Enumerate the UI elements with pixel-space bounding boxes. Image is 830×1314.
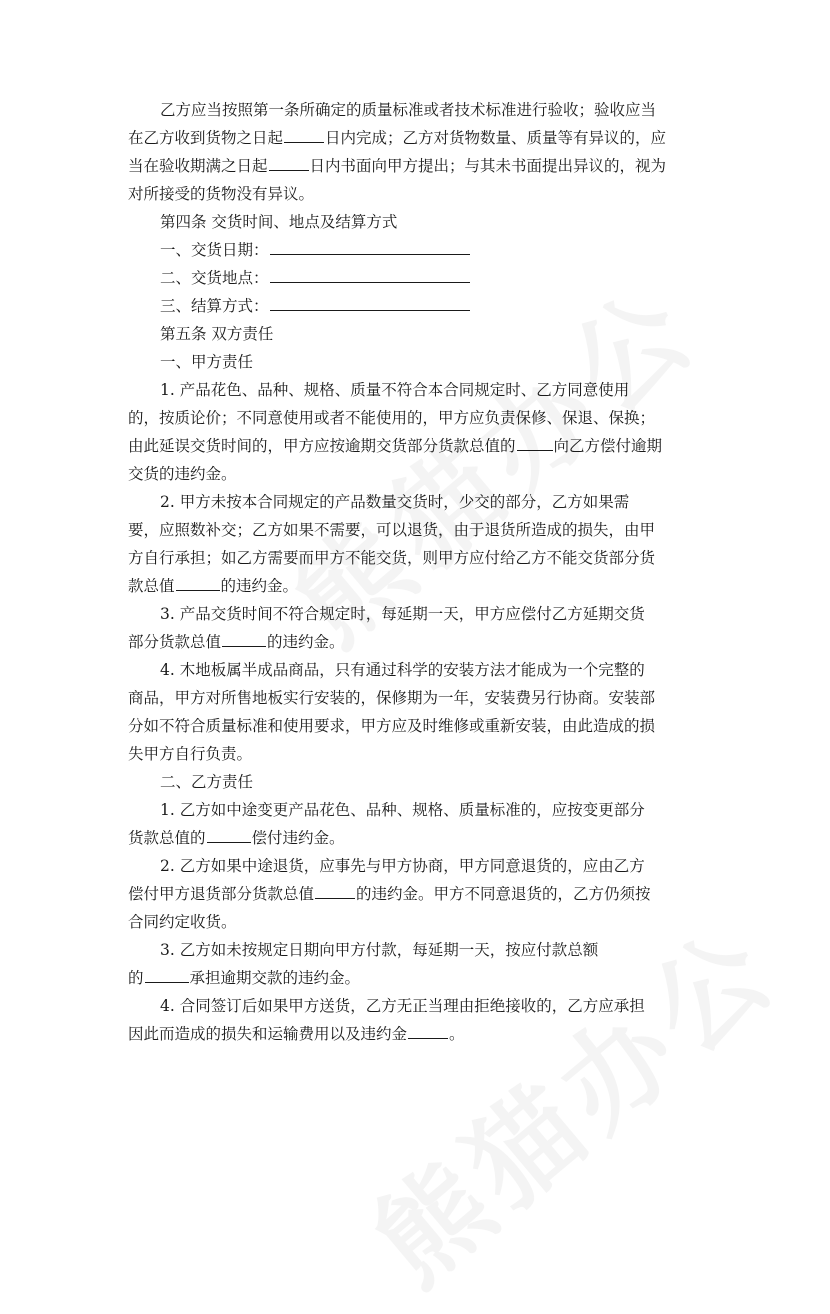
text-line: 货款总值的 偿付违约金。 (128, 824, 703, 852)
blank-field (222, 629, 266, 647)
blank-field (284, 125, 324, 143)
text-line: 商品，甲方对所售地板实行安装的，保修期为一年，安装费另行协商。安装部 (128, 689, 656, 707)
subsection-heading: 一、甲方责任 (160, 353, 254, 371)
blank-field (269, 153, 309, 171)
blank-field (176, 573, 220, 591)
delivery-place-row: 二、交货地点： (128, 264, 703, 292)
text-line: 的，按质论价；不同意使用或者不能使用的，甲方应负责保修、保退、保换； (128, 409, 656, 427)
text-line: 在乙方收到货物之日起 日内完成；乙方对货物数量、质量等有异议的，应 (128, 124, 703, 152)
blank-field (408, 1021, 448, 1039)
text-line: 3. 产品交货时间不符合规定时，每延期一天，甲方应偿付乙方延期交货 (160, 605, 645, 623)
text-line: 1. 产品花色、品种、规格、质量不符合本合同规定时、乙方同意使用 (160, 381, 630, 399)
text-line: 2. 乙方如果中途退货，应事先与甲方协商，甲方同意退货的，应由乙方 (160, 857, 645, 875)
text-line: 方自行承担；如乙方需要而甲方不能交货，则甲方应付给乙方不能交货部分货 (128, 549, 656, 567)
text-line: 因此而造成的损失和运输费用以及违约金 。 (128, 1020, 703, 1048)
text-line: 偿付甲方退货部分货款总值 的违约金。甲方不同意退货的，乙方仍须按 (128, 880, 703, 908)
text-line: 当在验收期满之日起 日内书面向甲方提出；与其未书面提出异议的，视为 (128, 152, 703, 180)
blank-field (145, 965, 189, 983)
text-line: 部分货款总值 的违约金。 (128, 628, 703, 656)
payment-method-field (270, 293, 470, 311)
delivery-place-field (270, 265, 470, 283)
payment-method-row: 三、结算方式： (128, 292, 703, 320)
text-line: 1. 乙方如中途变更产品花色、品种、规格、质量标准的，应按变更部分 (160, 801, 645, 819)
text-line: 交货的违约金。 (128, 465, 237, 483)
text-line: 的 承担逾期交款的违约金。 (128, 964, 703, 992)
text-line: 款总值 的违约金。 (128, 572, 703, 600)
text-line: 4. 合同签订后如果甲方送货，乙方无正当理由拒绝接收的，乙方应承担 (160, 997, 645, 1015)
section-heading: 第四条 交货时间、地点及结算方式 (160, 213, 398, 231)
delivery-date-field (270, 237, 470, 255)
text-line: 3. 乙方如未按规定日期向甲方付款，每延期一天，按应付款总额 (160, 941, 599, 959)
blank-field (517, 433, 553, 451)
delivery-date-row: 一、交货日期： (128, 236, 703, 264)
text-line: 失甲方自行负责。 (128, 745, 253, 763)
blank-field (207, 825, 251, 843)
section-heading: 第五条 双方责任 (160, 325, 274, 343)
text-line: 乙方应当按照第一条所确定的质量标准或者技术标准进行验收；验收应当 (160, 101, 657, 119)
subsection-heading: 二、乙方责任 (160, 773, 254, 791)
contract-body (128, 96, 703, 1048)
text-line: 分如不符合质量标准和使用要求，甲方应及时维修或重新安装，由此造成的损 (128, 717, 656, 735)
text-line: 合同约定收货。 (128, 913, 237, 931)
text-line: 2. 甲方未按本合同规定的产品数量交货时，少交的部分，乙方如果需 (160, 493, 630, 511)
text-line: 4. 木地板属半成品商品，只有通过科学的安装方法才能成为一个完整的 (160, 661, 645, 679)
blank-field (315, 881, 355, 899)
text-line: 对所接受的货物没有异议。 (128, 185, 315, 203)
text-line: 由此延误交货时间的，甲方应按逾期交货部分货款总值的 向乙方偿付逾期 (128, 432, 703, 460)
text-line: 要，应照数补交；乙方如果不需要，可以退货，由于退货所造成的损失，由甲 (128, 521, 656, 539)
